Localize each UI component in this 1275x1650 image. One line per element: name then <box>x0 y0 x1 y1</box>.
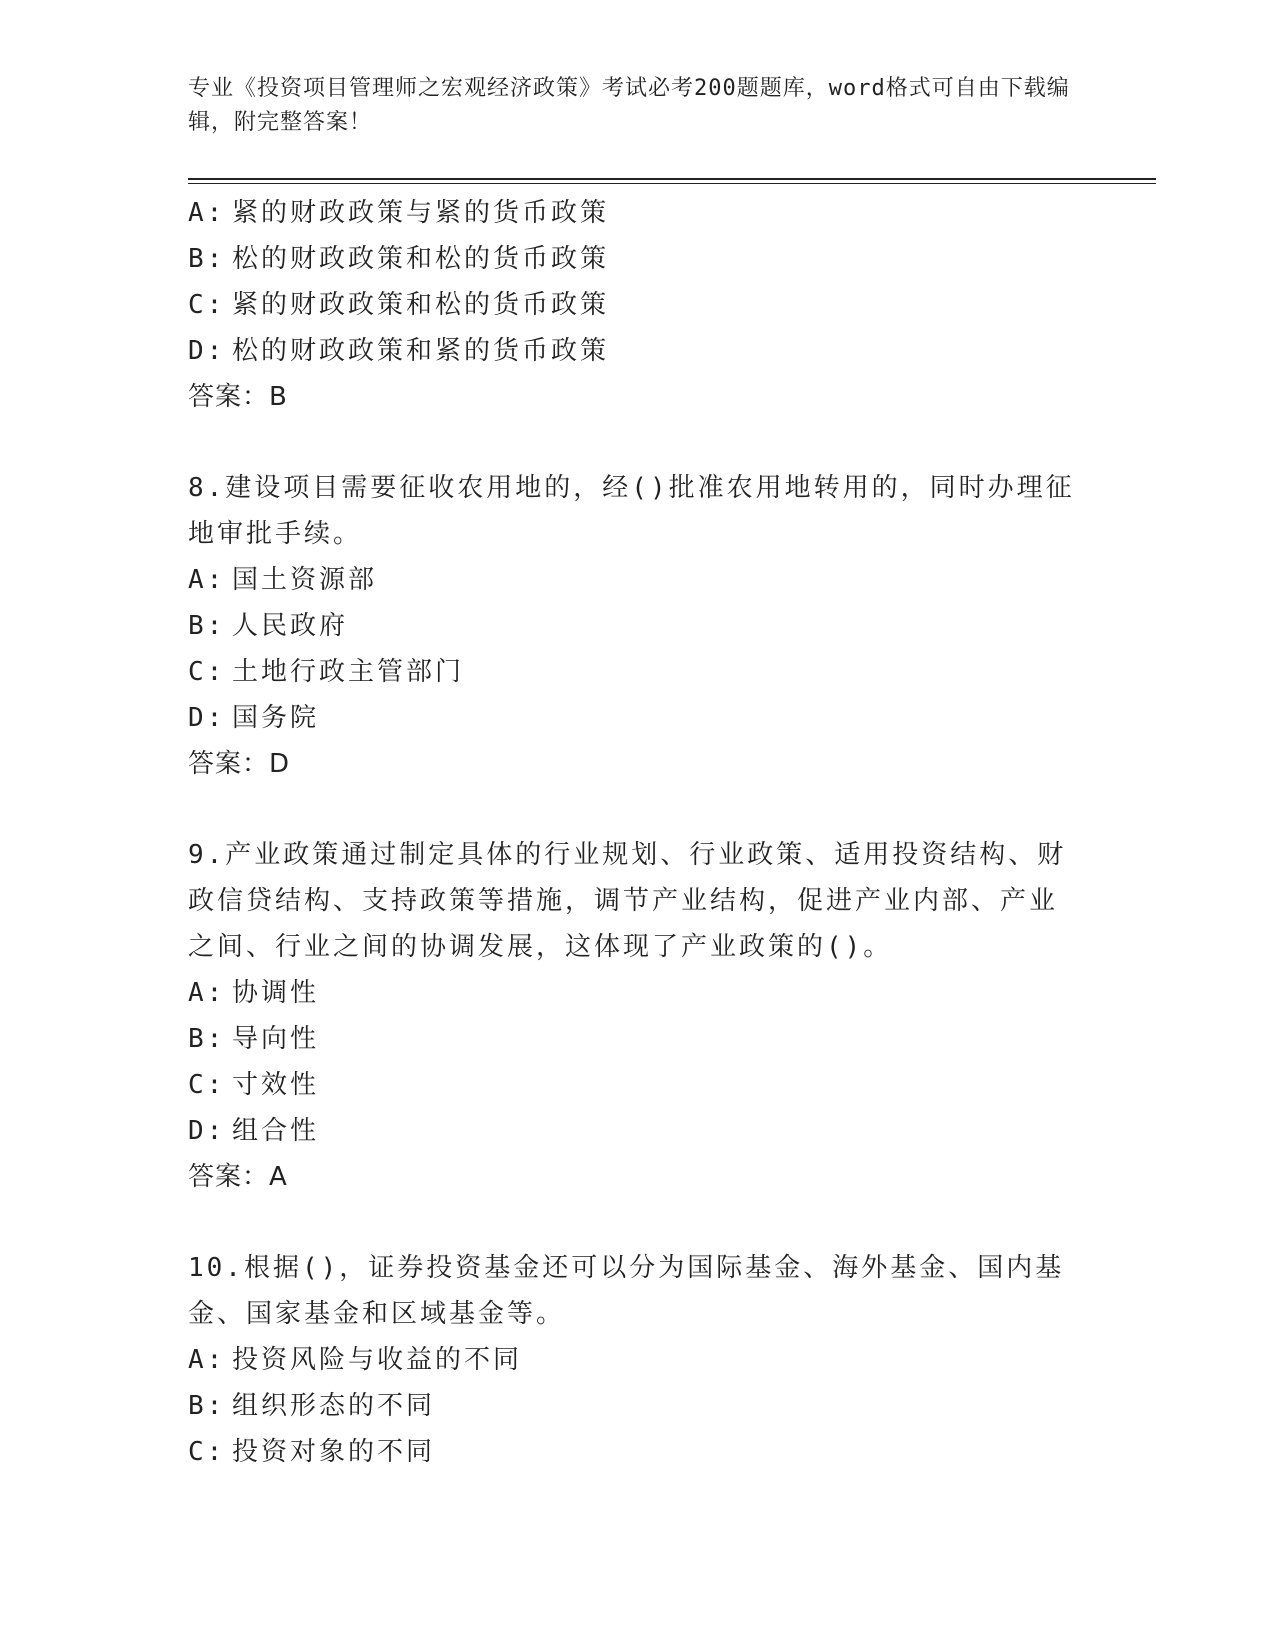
question-9 <box>188 832 1088 1200</box>
answer-line: 答案：A <box>188 1162 288 1192</box>
option-b <box>188 603 1088 649</box>
option-a <box>188 557 1088 603</box>
option-letter: D: <box>188 336 226 366</box>
option-letter: B: <box>188 611 226 641</box>
option-letter: C: <box>188 290 226 320</box>
option-letter: B: <box>188 244 226 274</box>
option-a <box>188 190 1088 236</box>
option-letter: A: <box>188 198 226 228</box>
option-letter: B: <box>188 1024 226 1054</box>
option-a <box>188 970 1088 1016</box>
option-d <box>188 1108 1088 1154</box>
option-text: 松的财政政策和紧的货币政策 <box>232 336 610 366</box>
option-text: 紧的财政政策与紧的货币政策 <box>232 198 610 228</box>
option-letter: B: <box>188 1391 226 1421</box>
option-text: 土地行政主管部门 <box>232 657 465 687</box>
option-text: 导向性 <box>232 1024 320 1054</box>
option-text: 国土资源部 <box>232 565 378 595</box>
option-d <box>188 695 1088 741</box>
document-header: 专业《投资项目管理师之宏观经济政策》考试必考200题题库，word格式可自由下载编辑，附完整答案！ <box>188 76 1070 135</box>
option-text: 投资对象的不同 <box>232 1437 436 1467</box>
question-stem: 10.根据()，证券投资基金还可以分为国际基金、海外基金、国内基金、国家基金和区域基金等。 <box>188 1253 1065 1329</box>
option-d <box>188 328 1088 374</box>
option-letter: C: <box>188 1437 226 1467</box>
option-text: 投资风险与收益的不同 <box>232 1345 523 1375</box>
question-stem: 8.建设项目需要征收农用地的，经()批准农用地转用的，同时办理征地审批手续。 <box>188 473 1075 549</box>
option-b <box>188 236 1088 282</box>
option-letter: D: <box>188 703 226 733</box>
option-c <box>188 282 1088 328</box>
header-rule-thick <box>188 178 1156 180</box>
option-text: 协调性 <box>232 978 320 1008</box>
option-a <box>188 1337 1088 1383</box>
option-text: 组合性 <box>232 1116 320 1146</box>
option-c <box>188 1062 1088 1108</box>
option-text: 寸效性 <box>232 1070 320 1100</box>
option-b <box>188 1383 1088 1429</box>
header-rule-thin <box>188 183 1156 184</box>
option-text: 松的财政政策和松的货币政策 <box>232 244 610 274</box>
question-7 <box>188 190 1088 420</box>
option-text: 国务院 <box>232 703 320 733</box>
option-text: 紧的财政政策和松的货币政策 <box>232 290 610 320</box>
option-c <box>188 1429 1088 1475</box>
question-10 <box>188 1245 1088 1475</box>
answer-line: 答案：D <box>188 749 291 779</box>
option-letter: A: <box>188 565 226 595</box>
question-list <box>188 190 1088 1475</box>
question-8 <box>188 465 1088 787</box>
question-stem: 9.产业政策通过制定具体的行业规划、行业政策、适用投资结构、财政信贷结构、支持政策等措施，调节产业结构，促进产业内部、产业之间、行业之间的协调发展，这体现了产业政策的()。 <box>188 840 1067 962</box>
option-letter: D: <box>188 1116 226 1146</box>
option-letter: A: <box>188 1345 226 1375</box>
option-text: 人民政府 <box>232 611 349 641</box>
answer-line: 答案：B <box>188 382 288 412</box>
option-c <box>188 649 1088 695</box>
option-letter: C: <box>188 1070 226 1100</box>
option-text: 组织形态的不同 <box>232 1391 436 1421</box>
option-letter: A: <box>188 978 226 1008</box>
option-letter: C: <box>188 657 226 687</box>
option-b <box>188 1016 1088 1062</box>
